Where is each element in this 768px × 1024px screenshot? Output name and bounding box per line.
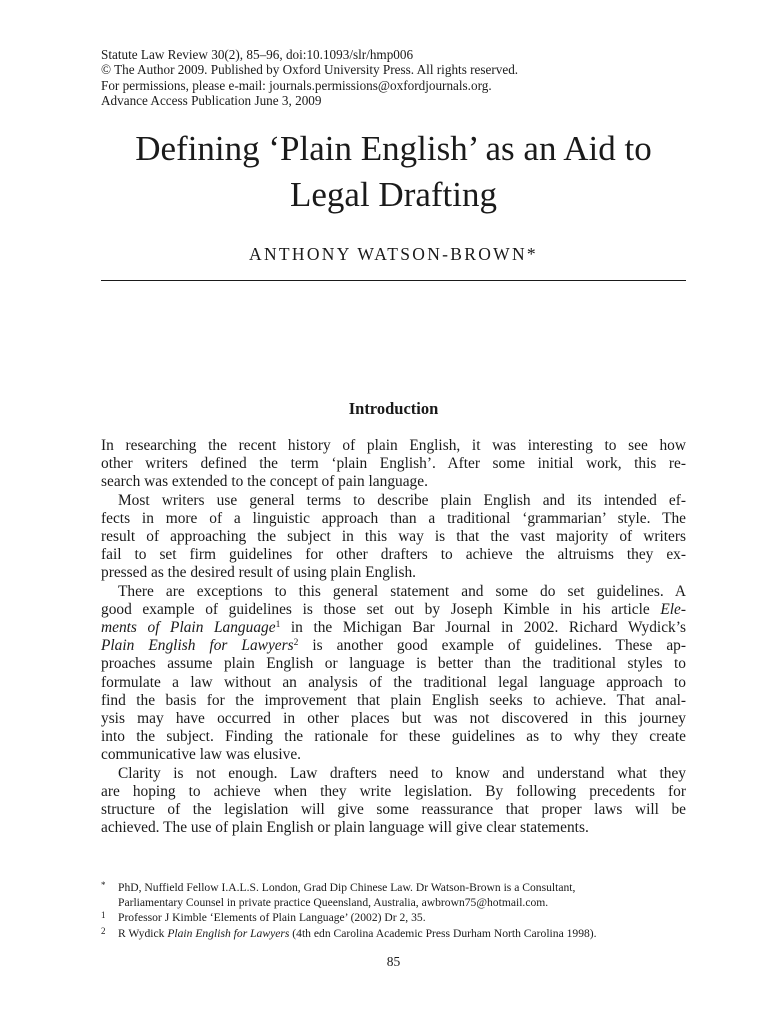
citation-italic: ments of Plain Language [101, 619, 276, 637]
title-line-2: Legal Drafting [290, 175, 497, 214]
body-line: In researching the recent history of plain English, it was interesting to see how [101, 437, 686, 454]
footnote-text: Professor J Kimble ‘Elements of Plain Language’ (2002) Dr 2, 35. [118, 911, 426, 925]
copyright-line: © The Author 2009. Published by Oxford University Press. All rights reserved. [101, 62, 519, 78]
title-divider [101, 280, 686, 281]
footnote-1 [101, 910, 686, 925]
body-line: fects in more of a linguistic approach than a traditional ‘grammarian’ style. The [101, 509, 686, 527]
section-heading: Introduction [348, 399, 439, 418]
body-line: result of approaching the subject in this way is that the vast majority of writers [101, 528, 686, 546]
body-line: Clarity is not enough. Law drafters need to know and understand what they [118, 764, 686, 782]
footnote-ref-1[interactable]: 1 [275, 620, 281, 631]
article-page [101, 0, 686, 1024]
footnote-suffix: (4th edn Carolina Academic Press Durham North Carolina 1998). [289, 926, 597, 940]
body-line: achieved. The use of plain English or plain language will give clear statements. [101, 819, 589, 837]
body-line: structure of the legislation will give some reassurance that proper laws will be [101, 801, 686, 819]
citation-italic: Ele- [660, 600, 687, 618]
footnote-mark: * [101, 880, 106, 890]
body-line [101, 619, 686, 637]
page-number: 85 [386, 954, 401, 969]
footnote-italic: Plain English for Lawyers [167, 926, 290, 940]
footnotes [101, 880, 686, 941]
body-line: Most writers use general terms to describe plain English and its intended ef- [118, 491, 686, 509]
body-line: find the basis for the improvement that plain English seeks to achieve. That anal- [101, 691, 686, 709]
footnote-mark: 1 [101, 910, 106, 921]
footnote-star [101, 880, 686, 910]
body-line: ysis may have occurred in other places but was not discovered in this journey [101, 710, 686, 728]
footnote-prefix: R Wydick [118, 926, 168, 940]
author-name: ANTHONY WATSON-BROWN* [249, 244, 538, 264]
body-line [101, 637, 686, 655]
title-line-1: Defining ‘Plain English’ as an Aid to [135, 129, 652, 168]
body-line: There are exceptions to this general statement and some do set guidelines. A [118, 582, 686, 600]
body-line: search was extended to the concept of pain language. [101, 473, 428, 491]
body-line [101, 601, 686, 619]
body-line: fail to set firm guidelines for other drafters to achieve the altruisms they ex- [101, 546, 686, 564]
footnote-text [118, 926, 686, 941]
body-line: formulate a law without an analysis of the traditional legal language approach to [101, 673, 686, 691]
body-line: pressed as the desired result of using plain English. [101, 564, 417, 582]
body-line: other writers defined the term ‘plain English’. After some initial work, this re- [101, 455, 686, 473]
access-line: Advance Access Publication June 3, 2009 [101, 92, 322, 108]
footnote-text: PhD, Nuffield Fellow I.A.L.S. London, Grad Dip Chinese Law. Dr Watson-Brown is a Consultant, [118, 881, 576, 894]
body-text: in the Michigan Bar Journal in 2002. Richard Wydick’s [280, 619, 686, 637]
citation-line: Statute Law Review 30(2), 85–96, doi:10.1093/slr/hmp006 [101, 47, 414, 62]
article-title [101, 126, 686, 218]
footnote-mark: 2 [101, 925, 106, 936]
footnote-ref-2[interactable]: 2 [293, 638, 299, 649]
citation-italic: Plain English for Lawyers [101, 637, 294, 655]
article-body [101, 437, 686, 837]
body-line: into the subject. Finding the rationale for these guidelines as to why they create [101, 728, 686, 746]
body-line: communicative law was elusive. [101, 746, 302, 764]
permissions-line: For permissions, please e-mail: journals.permissions@oxfordjournals.org. [101, 77, 492, 93]
footnote-2 [101, 926, 686, 941]
body-line: are hoping to achieve when they write legislation. By following precedents for [101, 782, 686, 800]
publication-metadata [101, 47, 686, 108]
body-text: is another good example of guidelines. These ap- [298, 637, 686, 655]
body-text: good example of guidelines is those set out by Joseph Kimble in his article [101, 600, 650, 618]
footnote-text: Parliamentary Counsel in private practice Queensland, Australia, awbrown75@hotmail.com. [118, 896, 549, 910]
body-line: proaches assume plain English or language is better than the traditional styles to [101, 655, 686, 673]
